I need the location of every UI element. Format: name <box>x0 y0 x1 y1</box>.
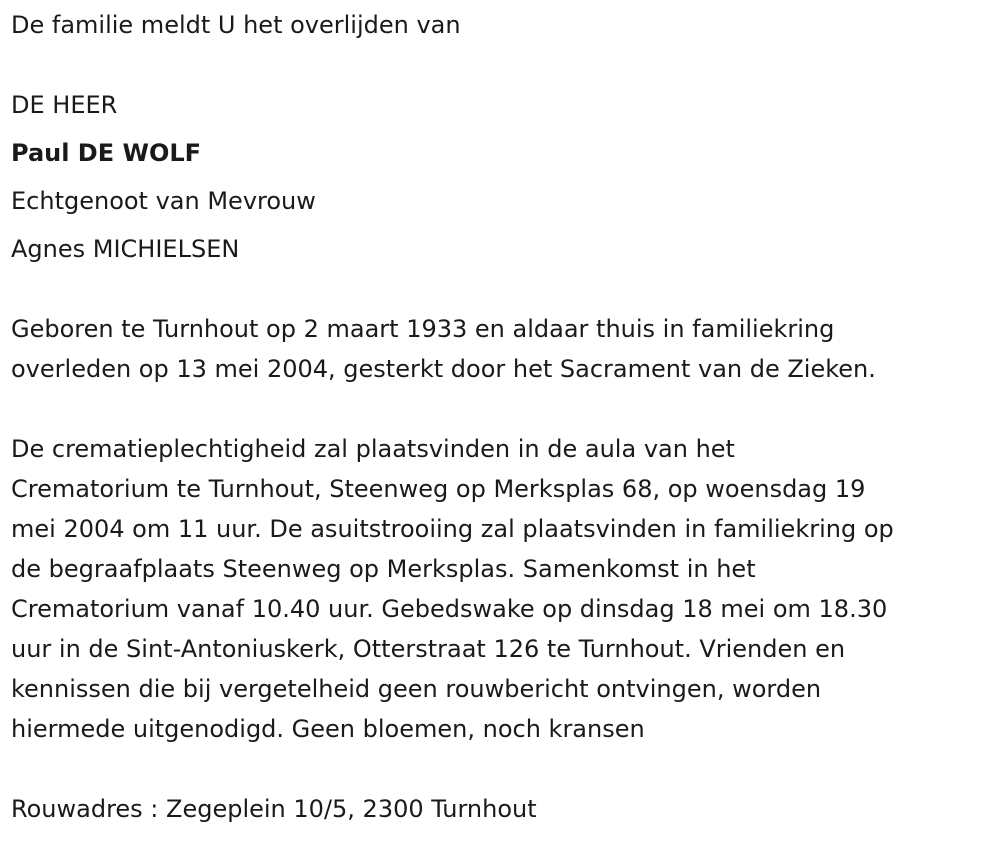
paragraph-line: overleden op 13 mei 2004, gesterkt door het Sacrament van de Zieken. <box>11 355 876 383</box>
paragraph-line: Geboren te Turnhout op 2 maart 1933 en aldaar thuis in familiekring <box>11 315 835 343</box>
intro-text: De familie meldt U het overlijden van <box>11 11 461 39</box>
spouse-line-2: Agnes MICHIELSEN <box>11 235 240 263</box>
birth-death-paragraph <box>11 309 876 389</box>
paragraph-line: mei 2004 om 11 uur. De asuitstrooiing zal plaatsvinden in familiekring op <box>11 515 894 543</box>
paragraph-line: Crematorium te Turnhout, Steenweg op Merksplas 68, op woensdag 19 <box>11 475 866 503</box>
mourning-address: Rouwadres : Zegeplein 10/5, 2300 Turnhout <box>11 795 537 823</box>
paragraph-line: hiermede uitgenodigd. Geen bloemen, noch kransen <box>11 715 645 743</box>
spouse-line-1: Echtgenoot van Mevrouw <box>11 187 316 215</box>
paragraph-line: kennissen die bij vergetelheid geen rouwbericht ontvingen, worden <box>11 675 822 703</box>
title-prefix: DE HEER <box>11 91 118 119</box>
ceremony-paragraph <box>11 429 894 749</box>
paragraph-line: Crematorium vanaf 10.40 uur. Gebedswake op dinsdag 18 mei om 18.30 <box>11 595 888 623</box>
deceased-name: Paul DE WOLF <box>11 139 202 167</box>
paragraph-line: uur in de Sint-Antoniuskerk, Otterstraat 126 te Turnhout. Vrienden en <box>11 635 846 663</box>
paragraph-line: De crematieplechtigheid zal plaatsvinden in de aula van het <box>11 435 735 463</box>
paragraph-line: de begraafplaats Steenweg op Merksplas. Samenkomst in het <box>11 555 756 583</box>
